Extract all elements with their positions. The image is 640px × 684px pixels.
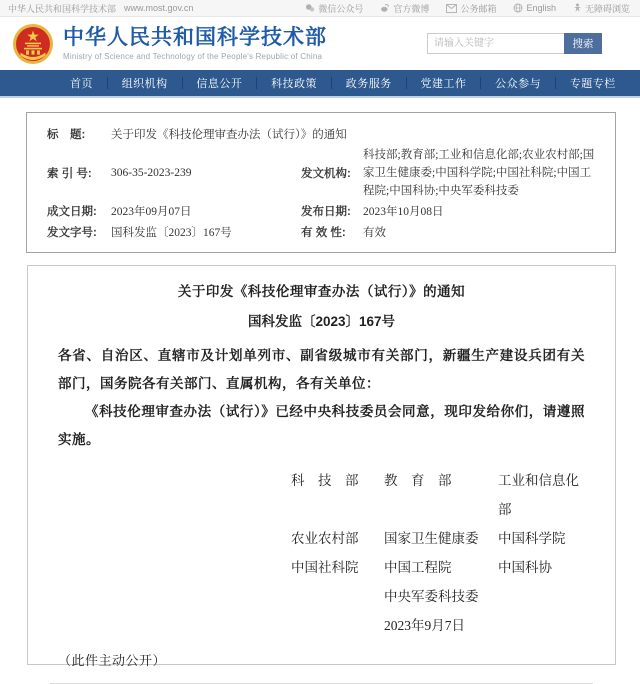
nav-item-organization[interactable]: 组织机构 xyxy=(121,78,168,90)
meta-issuer-label: 发文机构: xyxy=(301,168,351,180)
document-meta-table xyxy=(26,112,616,253)
nav-item-policy[interactable]: 科技政策 xyxy=(271,78,318,90)
main-nav xyxy=(0,70,640,96)
nav-item-services[interactable]: 政务服务 xyxy=(345,78,392,90)
signature-block xyxy=(291,466,585,640)
wechat-icon xyxy=(305,3,315,13)
meta-validity-value: 有效 xyxy=(363,226,386,239)
topbar-link-english[interactable]: English xyxy=(513,3,556,13)
nav-item-public-participation[interactable]: 公众参与 xyxy=(495,78,542,90)
meta-publish-date-label: 发布日期: xyxy=(301,205,351,218)
meta-title-value: 关于印发《科技伦理审查办法（试行）》的通知 xyxy=(111,129,347,141)
nav-divider xyxy=(406,77,407,89)
meta-title-label: 标 题: xyxy=(47,129,86,141)
nav-divider xyxy=(182,77,183,89)
meta-index-value: 306-35-2023-239 xyxy=(111,167,192,179)
site-title: 中华人民共和国科学技术部 xyxy=(63,26,327,49)
topbar-site-url: www.most.gov.cn xyxy=(124,3,194,13)
signature-date-row: 2023年9月7日 xyxy=(384,618,465,633)
meta-written-date-value: 2023年09月07日 xyxy=(111,205,192,218)
nav-item-info-disclosure[interactable]: 信息公开 xyxy=(196,78,243,90)
document-content xyxy=(27,265,616,668)
meta-validity-label: 有 效 性: xyxy=(301,226,346,239)
mail-icon xyxy=(446,4,457,13)
signature-row: 中央军委科技委 xyxy=(384,589,479,604)
accessibility-icon xyxy=(573,3,582,13)
document-number: 国科发监〔2023〕167号 xyxy=(247,314,396,329)
national-emblem-logo xyxy=(12,23,54,65)
nav-item-party-building[interactable]: 党建工作 xyxy=(420,78,467,90)
globe-icon xyxy=(513,3,523,13)
search-input[interactable] xyxy=(427,33,564,54)
nav-divider xyxy=(331,77,332,89)
topbar-link-wechat[interactable]: 微信公众号 xyxy=(305,2,363,15)
meta-index-label: 索 引 号: xyxy=(47,168,92,180)
signature-row: 科 技 部 教 育 部 工业和信息化部 xyxy=(291,473,579,517)
nav-accent-strip xyxy=(0,96,640,98)
nav-divider xyxy=(256,77,257,89)
site-header xyxy=(0,17,640,70)
meta-written-date-label: 成文日期: xyxy=(47,205,97,218)
meta-issuer-value: 科技部;教育部;工业和信息化部;农业农村部;国家卫生健康委;中国科学院;中国社科院;中国工程院;中国科协;中央军委科技委 xyxy=(363,149,595,197)
document-paragraph: 《科技伦理审查办法（试行）》已经中央科技委员会同意，现印发给你们，请遵照实施。 xyxy=(58,404,585,447)
search-bar xyxy=(427,33,602,54)
nav-divider xyxy=(480,77,481,89)
disclosure-note: （此件主动公开） xyxy=(58,653,167,668)
weibo-icon xyxy=(380,3,390,13)
document-title: 关于印发《科技伦理审查办法（试行）》的通知 xyxy=(177,284,466,299)
search-button[interactable]: 搜索 xyxy=(564,33,602,54)
nav-item-special-topics[interactable]: 专题专栏 xyxy=(569,78,616,90)
topbar-link-accessibility[interactable]: 无障碍浏览 xyxy=(573,2,630,15)
topbar-link-weibo[interactable]: 官方微博 xyxy=(380,2,429,15)
signature-row: 中国社科院 中国工程院 中国科协 xyxy=(291,560,552,575)
nav-divider xyxy=(107,77,108,89)
meta-doc-number-label: 发文字号: xyxy=(47,226,97,239)
topbar-link-mail[interactable]: 公务邮箱 xyxy=(446,2,496,15)
top-utility-bar xyxy=(0,0,640,17)
nav-item-home[interactable]: 首页 xyxy=(70,78,93,90)
meta-doc-number-value: 国科发监〔2023〕167号 xyxy=(111,226,232,239)
nav-divider xyxy=(555,77,556,89)
document-paragraph: 各省、自治区、直辖市及计划单列市、副省级城市有关部门，新疆生产建设兵团有关部门，国务院各有关部门、直属机构，各有关单位： xyxy=(58,348,585,391)
meta-publish-date-value: 2023年10月08日 xyxy=(363,205,444,218)
signature-row: 农业农村部 国家卫生健康委 中国科学院 xyxy=(291,531,566,546)
topbar-site-name: 中华人民共和国科学技术部 xyxy=(8,3,117,14)
site-subtitle: Ministry of Science and Technology of the People's Republic of China xyxy=(63,52,323,61)
